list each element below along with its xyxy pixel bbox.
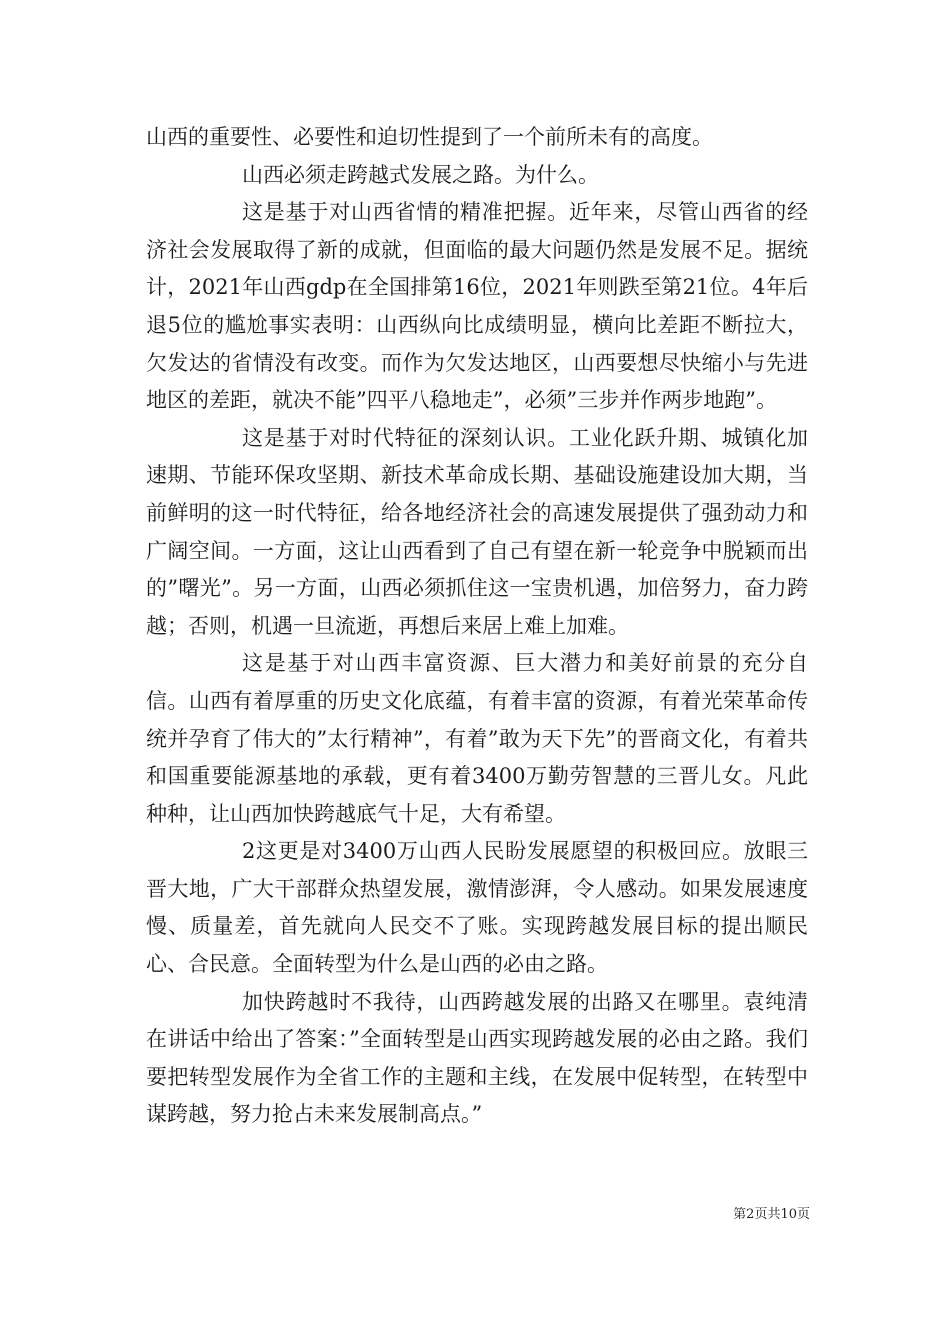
paragraph-province-situation: 这是基于对山西省情的精准把握。近年来，尽管山西省的经济社会发展取得了新的成就，但面临的最大问题仍然是发展不足。据统计，2021年山西gdp在全国排第16位，2021年则跌至第21位。4年后退5位的尴尬事实表明：山西纵向比成绩明显，横向比差距不断拉大，欠发达的省情没有改变。而作为欠发达地区，山西要想尽快缩小与先进地区的差距，就决不能”四平八稳地走”，必须”三步并作两步地跑”。 [146, 200, 808, 413]
paragraph-people-expectation: 2这更是对3400万山西人民盼发展愿望的积极回应。放眼三晋大地，广大干部群众热望发展，激情澎湃，令人感动。如果发展速度慢、质量差，首先就向人民交不了账。实现跨越发展目标的提出顺民心、合民意。全面转型为什么是山西的必由之路。 [146, 839, 808, 977]
page-number-footer: 第2页共10页 [733, 1207, 810, 1222]
paragraph-question: 山西必须走跨越式发展之路。为什么。 [242, 162, 599, 187]
document-body [146, 119, 808, 1134]
paragraph-continuation: 山西的重要性、必要性和迫切性提到了一个前所未有的高度。 [146, 125, 713, 149]
paragraph-resources-confidence: 这是基于对山西丰富资源、巨大潜力和美好前景的充分自信。山西有着厚重的历史文化底蕴，有着丰富的资源，有着光荣革命传统并孕育了伟大的”太行精神”，有着”敢为天下先”的晋商文化，有着共和国重要能源基地的承载，更有着3400万勤劳智慧的三晋儿女。凡此种种，让山西加快跨越底气十足，大有希望。 [146, 651, 808, 826]
paragraph-era-characteristics: 这是基于对时代特征的深刻认识。工业化跃升期、城镇化加速期、节能环保攻坚期、新技术革命成长期、基础设施建设加大期，当前鲜明的这一时代特征，给各地经济社会的高速发展提供了强劲动力和广阔空间。一方面，这让山西看到了自己有望在新一轮竞争中脱颖而出的”曙光”。另一方面，山西必须抓住这一宝贵机遇，加倍努力，奋力跨越；否则，机遇一旦流逝，再想后来居上难上加难。 [146, 425, 808, 638]
paragraph-transformation-path: 加快跨越时不我待，山西跨越发展的出路又在哪里。袁纯清在讲话中给出了答案：”全面转型是山西实现跨越发展的必由之路。我们要把转型发展作为全省工作的主题和主线，在发展中促转型，在转型中谋跨越，努力抢占未来发展制高点。” [146, 989, 808, 1127]
